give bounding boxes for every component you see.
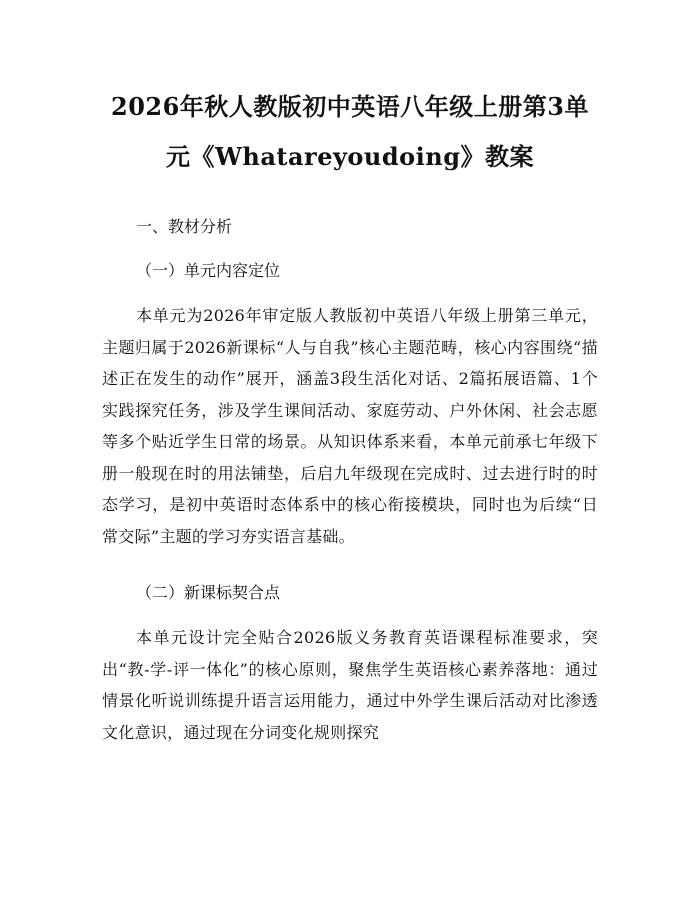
- subsection-heading-unit-positioning: （一）单元内容定位: [136, 261, 281, 280]
- paragraph-unit-positioning: 本单元为2026年审定版人教版初中英语八年级上册第三单元，主题归属于2026新课标“人与自我”核心主题范畴，核心内容围绕“描述正在发生的动作”展开，涵盖3段生活化对话、2篇拓展语篇、1个实践探究任务，涉及学生课间活动、家庭劳动、户外休闲、社会志愿等多个贴近学生日常的场景。从知识体系来看，本单元前承七年级下册一般现在时的用法铺垫，后启九年级现在完成时、过去进行时的时态学习，是初中英语时态体系中的核心衔接模块，同时也为后续“日常交际”主题的学习夯实语言基础。: [102, 306, 598, 546]
- title-line-1: 2026年秋人教版初中英语八年级上册第3单: [111, 92, 589, 121]
- subsection-heading-curriculum-alignment: （二）新课标契合点: [136, 583, 281, 602]
- section-heading-textbook-analysis: 一、教材分析: [136, 217, 233, 236]
- paragraph-curriculum-alignment: 本单元设计完全贴合2026版义务教育英语课程标准要求，突出“教-学-评一体化”的核心原则，聚焦学生英语核心素养落地：通过情景化听说训练提升语言运用能力，通过中外学生课后活动对比渗透文化意识，通过现在分词变化规则探究: [102, 628, 598, 742]
- document-title: [102, 82, 598, 182]
- title-line-2: 元《Whatareyoudoing》教案: [165, 142, 535, 171]
